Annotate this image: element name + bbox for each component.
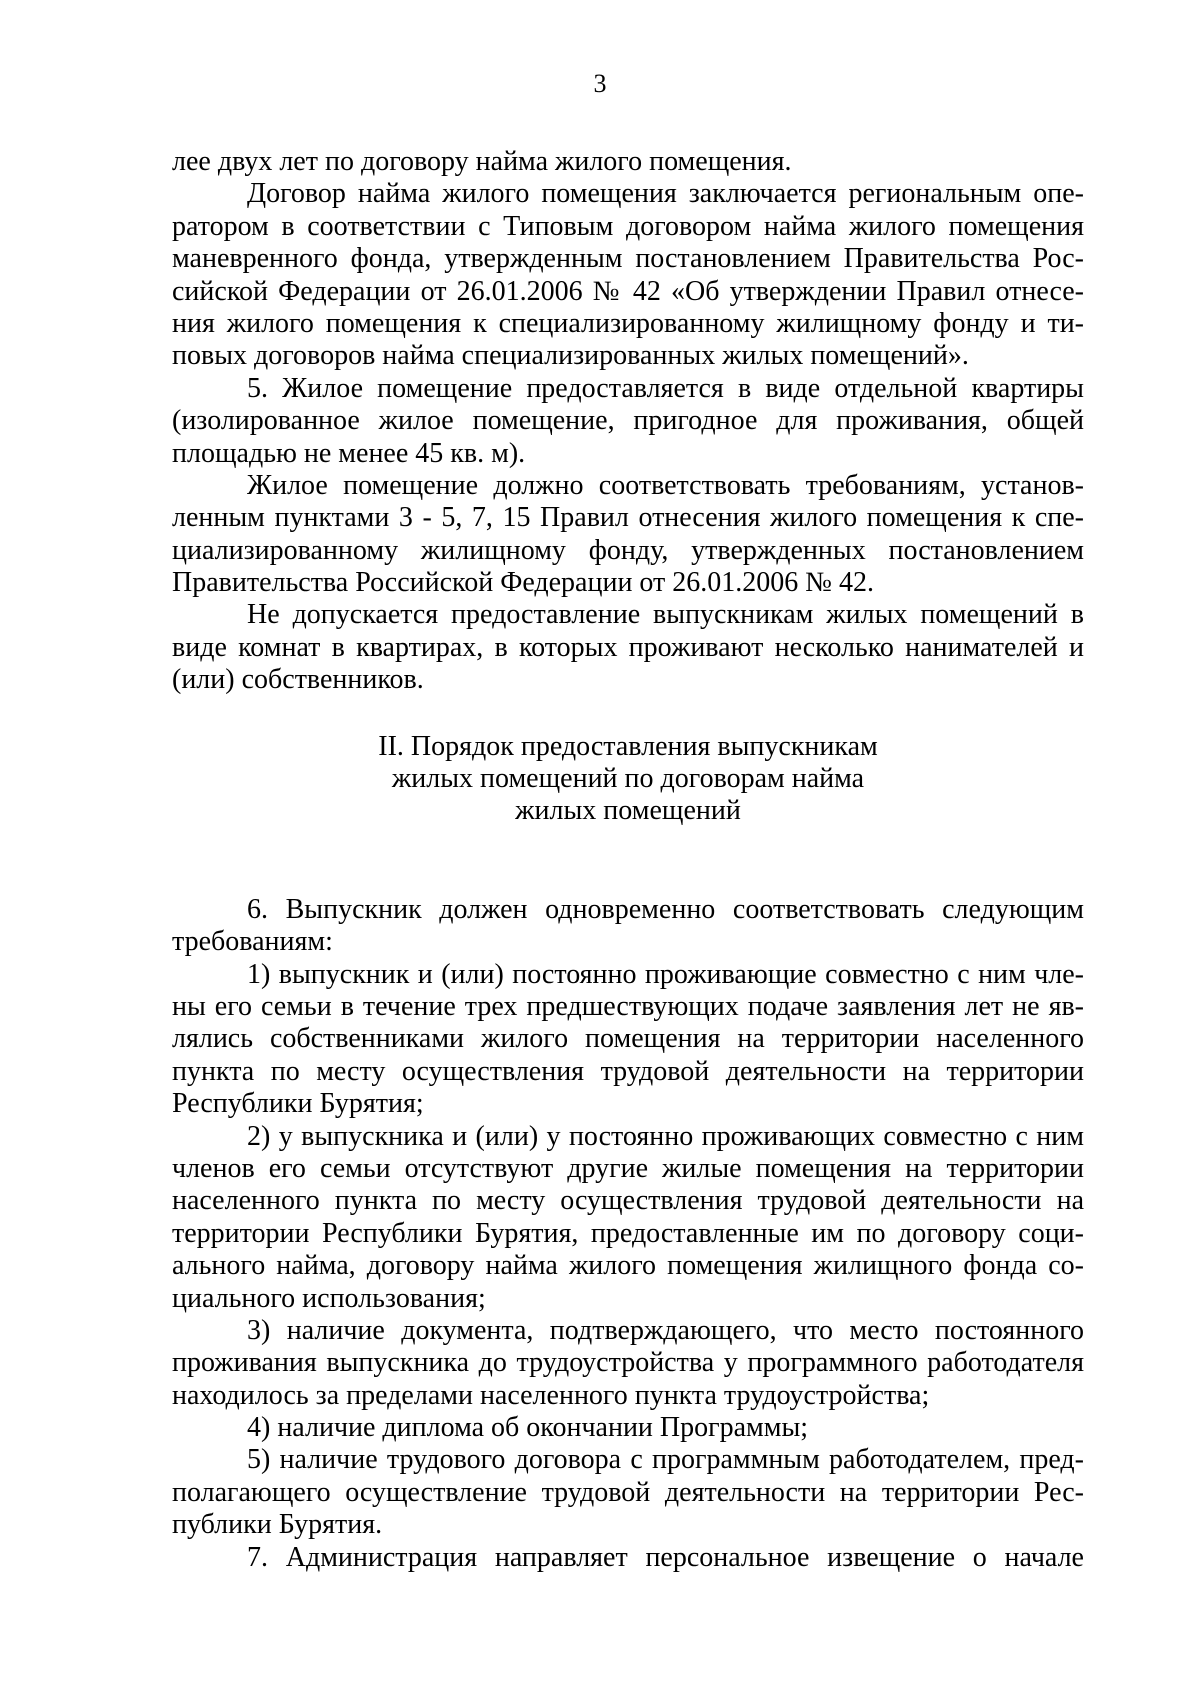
paragraph-line: членов его семьи отсутствуют другие жилые помещения на территории [172, 1152, 1084, 1184]
paragraph-line: повых договоров найма специализированных жилых помещений». [172, 340, 969, 372]
paragraph-line: населенного пункта по месту осуществления трудовой деятельности на [172, 1185, 1084, 1217]
paragraph-line: (или) собственников. [172, 664, 424, 696]
paragraph [172, 1315, 1084, 1412]
paragraph-line: лее двух лет по договору найма жилого помещения. [172, 146, 792, 177]
paragraph-line: находилось за пределами населенного пункта трудоустройства; [172, 1379, 930, 1411]
section-heading-line: жилых помещений [515, 795, 741, 827]
paragraph [172, 894, 1084, 959]
section-heading [172, 731, 1084, 828]
paragraph-line: 3) наличие документа, подтверждающего, что место постоянного [247, 1314, 1084, 1346]
paragraph-line: 4) наличие диплома об окончании Программы; [247, 1412, 809, 1444]
section-heading-line: II. Порядок предоставления выпускникам [378, 730, 878, 762]
paragraph [172, 1444, 1084, 1541]
paragraph-line: ния жилого помещения к специализированному жилищному фонду и ти- [172, 307, 1084, 339]
paragraph [172, 1412, 1084, 1444]
paragraph-line: виде комнат в квартирах, в которых проживают несколько нанимателей и [172, 631, 1084, 663]
paragraph-line: Договор найма жилого помещения заключается региональным опе- [247, 178, 1084, 210]
paragraph-line: полагающего осуществление трудовой деятельности на территории Рес- [172, 1476, 1084, 1508]
paragraph-line: Правительства Российской Федерации от 26.01.2006 № 42. [172, 567, 875, 599]
paragraphs-after-heading [172, 894, 1084, 1574]
paragraph [172, 470, 1084, 600]
paragraph-line: 7. Администрация направляет персональное извещение о начале [247, 1541, 1084, 1573]
paragraph [172, 178, 1084, 372]
paragraph-line: Жилое помещение должно соответствовать требованиям, установ- [247, 469, 1084, 501]
paragraph [172, 1542, 1084, 1574]
paragraph-line: 5. Жилое помещение предоставляется в виде отдельной квартиры [247, 372, 1084, 404]
paragraph [172, 373, 1084, 470]
paragraph-line: Не допускается предоставление выпускникам жилых помещений в [247, 599, 1084, 631]
paragraph [172, 1121, 1084, 1315]
paragraph-line: ленным пунктами 3 - 5, 7, 15 Правил отнесения жилого помещения к спе- [172, 502, 1084, 534]
paragraph-line: 1) выпускник и (или) постоянно проживающие совместно с ним чле- [247, 958, 1084, 990]
paragraph-line: ратором в соответствии с Типовым договором найма жилого помещения [172, 210, 1084, 242]
section-heading-line: жилых помещений по договорам найма [391, 763, 865, 795]
paragraph-line: ального найма, договору найма жилого помещения жилищного фонда со- [172, 1250, 1084, 1282]
paragraph-line: лялись собственниками жилого помещения на территории населенного [172, 1023, 1084, 1055]
paragraph-line: требованиям: [172, 926, 333, 958]
paragraph-line: Республики Бурятия; [172, 1088, 424, 1120]
paragraph-line: 6. Выпускник должен одновременно соответствовать следующим [247, 893, 1084, 925]
paragraphs-before-heading [172, 146, 1084, 697]
paragraph-line: сийской Федерации от 26.01.2006 № 42 «Об утверждении Правил отнесе- [172, 275, 1084, 307]
paragraph [172, 146, 1084, 178]
paragraph-line: публики Бурятия. [172, 1509, 383, 1541]
paragraph-line: циального использования; [172, 1282, 486, 1314]
paragraph-line: циализированному жилищному фонду, утвержденных постановлением [172, 534, 1084, 566]
paragraph-line: пункта по месту осуществления трудовой деятельности на территории [172, 1055, 1084, 1087]
paragraph-line: 2) у выпускника и (или) у постоянно проживающих совместно с ним [247, 1120, 1084, 1152]
paragraph-line: проживания выпускника до трудоустройства у программного работодателя [172, 1347, 1084, 1379]
paragraph-line: ны его семьи в течение трех предшествующих подаче заявления лет не яв- [172, 990, 1084, 1022]
page-number: 3 [593, 69, 607, 98]
paragraph-line: площадью не менее 45 кв. м). [172, 437, 526, 469]
document-body [172, 146, 1084, 1574]
paragraph-line: (изолированное жилое помещение, пригодное для проживания, общей [172, 405, 1084, 437]
paragraph-line: маневренного фонда, утвержденным постановлением Правительства Рос- [172, 243, 1084, 275]
paragraph-line: территории Республики Бурятия, предоставленные им по договору соци- [172, 1217, 1084, 1249]
paragraph [172, 599, 1084, 696]
paragraph-line: 5) наличие трудового договора с программным работодателем, пред- [247, 1444, 1084, 1476]
paragraph [172, 959, 1084, 1121]
